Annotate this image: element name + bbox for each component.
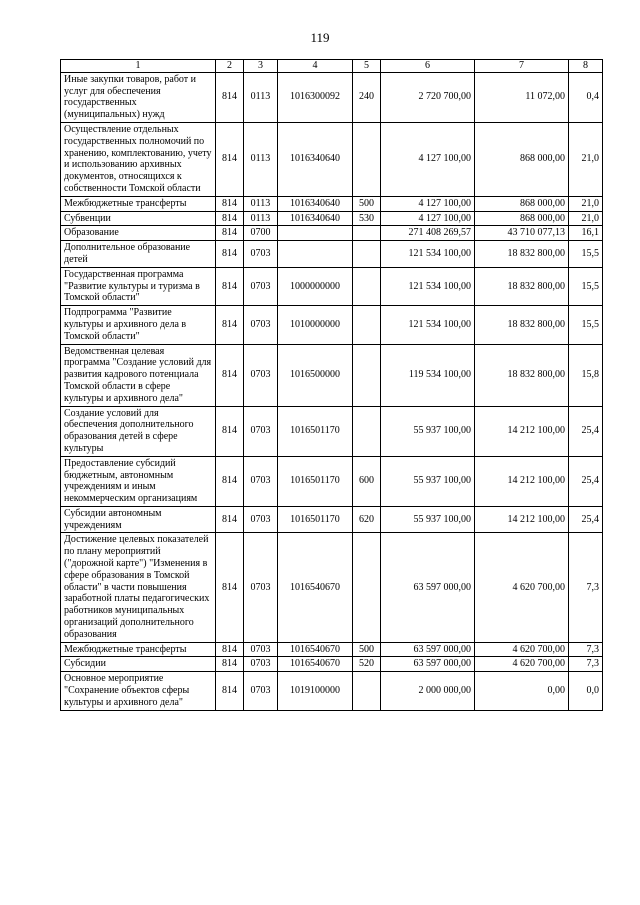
table-row	[61, 241, 603, 268]
target-code-cell: 1016540670	[278, 533, 353, 642]
column-header: 6	[381, 60, 475, 73]
admin-code-cell: 814	[216, 506, 244, 533]
percent-cell: 16,1	[569, 226, 603, 241]
section-code-cell: 0703	[244, 306, 278, 344]
section-code-cell: 0113	[244, 122, 278, 196]
admin-code-cell: 814	[216, 306, 244, 344]
actual-amount-cell: 14 212 100,00	[475, 406, 569, 456]
row-name-cell: Осуществление отдельных государственных полномочий по хранению, комплектованию, учету и использованию архивных документов, относящихся к собственности Томской области	[61, 122, 216, 196]
target-code-cell: 1016500000	[278, 344, 353, 406]
expense-type-cell	[353, 267, 381, 305]
percent-cell: 21,0	[569, 196, 603, 211]
expense-type-cell: 530	[353, 211, 381, 226]
expense-type-cell	[353, 306, 381, 344]
percent-cell: 21,0	[569, 211, 603, 226]
table-row	[61, 642, 603, 657]
actual-amount-cell: 14 212 100,00	[475, 456, 569, 506]
section-code-cell: 0113	[244, 72, 278, 122]
admin-code-cell: 814	[216, 533, 244, 642]
target-code-cell: 1016501170	[278, 506, 353, 533]
target-code-cell: 1016340640	[278, 211, 353, 226]
header-row	[61, 60, 603, 73]
plan-amount-cell: 119 534 100,00	[381, 344, 475, 406]
actual-amount-cell: 18 832 800,00	[475, 344, 569, 406]
plan-amount-cell: 4 127 100,00	[381, 122, 475, 196]
section-code-cell: 0703	[244, 456, 278, 506]
percent-cell: 21,0	[569, 122, 603, 196]
admin-code-cell: 814	[216, 642, 244, 657]
actual-amount-cell: 4 620 700,00	[475, 533, 569, 642]
admin-code-cell: 814	[216, 122, 244, 196]
table-row	[61, 657, 603, 672]
row-name-cell: Создание условий для обеспечения дополнительного образования детей в сфере культуры	[61, 406, 216, 456]
percent-cell: 25,4	[569, 506, 603, 533]
plan-amount-cell: 63 597 000,00	[381, 642, 475, 657]
actual-amount-cell: 868 000,00	[475, 211, 569, 226]
expense-type-cell: 600	[353, 456, 381, 506]
percent-cell: 0,0	[569, 672, 603, 710]
table-row	[61, 506, 603, 533]
expense-type-cell: 520	[353, 657, 381, 672]
actual-amount-cell: 18 832 800,00	[475, 306, 569, 344]
target-code-cell: 1016340640	[278, 122, 353, 196]
percent-cell: 7,3	[569, 657, 603, 672]
table-row	[61, 306, 603, 344]
admin-code-cell: 814	[216, 211, 244, 226]
plan-amount-cell: 121 534 100,00	[381, 241, 475, 268]
actual-amount-cell: 0,00	[475, 672, 569, 710]
row-name-cell: Образование	[61, 226, 216, 241]
percent-cell: 25,4	[569, 456, 603, 506]
admin-code-cell: 814	[216, 344, 244, 406]
expense-type-cell	[353, 406, 381, 456]
target-code-cell: 1016540670	[278, 642, 353, 657]
section-code-cell: 0113	[244, 196, 278, 211]
plan-amount-cell: 55 937 100,00	[381, 456, 475, 506]
expense-type-cell	[353, 533, 381, 642]
target-code-cell: 1019100000	[278, 672, 353, 710]
expense-type-cell: 500	[353, 642, 381, 657]
percent-cell: 15,5	[569, 241, 603, 268]
section-code-cell: 0703	[244, 672, 278, 710]
expense-type-cell	[353, 344, 381, 406]
expense-type-cell: 240	[353, 72, 381, 122]
page-number: 119	[310, 30, 330, 45]
actual-amount-cell: 18 832 800,00	[475, 241, 569, 268]
percent-cell: 7,3	[569, 642, 603, 657]
row-name-cell: Иные закупки товаров, работ и услуг для обеспечения государственных (муниципальных) нужд	[61, 72, 216, 122]
plan-amount-cell: 121 534 100,00	[381, 306, 475, 344]
plan-amount-cell: 4 127 100,00	[381, 211, 475, 226]
column-header: 4	[278, 60, 353, 73]
section-code-cell: 0703	[244, 344, 278, 406]
plan-amount-cell: 63 597 000,00	[381, 533, 475, 642]
target-code-cell	[278, 226, 353, 241]
row-name-cell: Межбюджетные трансферты	[61, 196, 216, 211]
percent-cell: 25,4	[569, 406, 603, 456]
column-header: 3	[244, 60, 278, 73]
plan-amount-cell: 63 597 000,00	[381, 657, 475, 672]
admin-code-cell: 814	[216, 72, 244, 122]
column-header: 1	[61, 60, 216, 73]
row-name-cell: Субсидии	[61, 657, 216, 672]
row-name-cell: Ведомственная целевая программа "Создание условий для развития кадрового потенциала Томской области в сфере культуры и архивного дела"	[61, 344, 216, 406]
column-header: 7	[475, 60, 569, 73]
plan-amount-cell: 4 127 100,00	[381, 196, 475, 211]
table-row	[61, 533, 603, 642]
table-row	[61, 226, 603, 241]
section-code-cell: 0703	[244, 241, 278, 268]
admin-code-cell: 814	[216, 226, 244, 241]
plan-amount-cell: 121 534 100,00	[381, 267, 475, 305]
target-code-cell: 1016540670	[278, 657, 353, 672]
expense-type-cell: 620	[353, 506, 381, 533]
actual-amount-cell: 18 832 800,00	[475, 267, 569, 305]
plan-amount-cell: 55 937 100,00	[381, 506, 475, 533]
table-row	[61, 344, 603, 406]
target-code-cell: 1016501170	[278, 406, 353, 456]
expense-type-cell	[353, 226, 381, 241]
section-code-cell: 0703	[244, 267, 278, 305]
actual-amount-cell: 4 620 700,00	[475, 657, 569, 672]
row-name-cell: Межбюджетные трансферты	[61, 642, 216, 657]
row-name-cell: Достижение целевых показателей по плану мероприятий ("дорожной карте") "Изменения в сфере образования в Томской области" в части повышения заработной платы педагогических работников муниципальных организаций дополнительного образования	[61, 533, 216, 642]
plan-amount-cell: 271 408 269,57	[381, 226, 475, 241]
actual-amount-cell: 43 710 077,13	[475, 226, 569, 241]
target-code-cell: 1016340640	[278, 196, 353, 211]
section-code-cell: 0700	[244, 226, 278, 241]
percent-cell: 15,8	[569, 344, 603, 406]
admin-code-cell: 814	[216, 406, 244, 456]
plan-amount-cell: 2 720 700,00	[381, 72, 475, 122]
column-header: 5	[353, 60, 381, 73]
target-code-cell: 1000000000	[278, 267, 353, 305]
table-row	[61, 122, 603, 196]
table-row	[61, 211, 603, 226]
admin-code-cell: 814	[216, 657, 244, 672]
actual-amount-cell: 11 072,00	[475, 72, 569, 122]
admin-code-cell: 814	[216, 196, 244, 211]
actual-amount-cell: 4 620 700,00	[475, 642, 569, 657]
section-code-cell: 0703	[244, 657, 278, 672]
actual-amount-cell: 868 000,00	[475, 196, 569, 211]
percent-cell: 15,5	[569, 267, 603, 305]
budget-table	[60, 59, 603, 711]
table-row	[61, 456, 603, 506]
percent-cell: 0,4	[569, 72, 603, 122]
admin-code-cell: 814	[216, 672, 244, 710]
expense-type-cell	[353, 672, 381, 710]
target-code-cell	[278, 241, 353, 268]
section-code-cell: 0703	[244, 406, 278, 456]
table-row	[61, 406, 603, 456]
column-header: 2	[216, 60, 244, 73]
target-code-cell: 1016501170	[278, 456, 353, 506]
admin-code-cell: 814	[216, 456, 244, 506]
expense-type-cell	[353, 241, 381, 268]
plan-amount-cell: 2 000 000,00	[381, 672, 475, 710]
table-row	[61, 196, 603, 211]
row-name-cell: Дополнительное образование детей	[61, 241, 216, 268]
percent-cell: 15,5	[569, 306, 603, 344]
row-name-cell: Субсидии автономным учреждениям	[61, 506, 216, 533]
expense-type-cell	[353, 122, 381, 196]
target-code-cell: 1010000000	[278, 306, 353, 344]
section-code-cell: 0703	[244, 533, 278, 642]
table-row	[61, 72, 603, 122]
column-header: 8	[569, 60, 603, 73]
actual-amount-cell: 14 212 100,00	[475, 506, 569, 533]
row-name-cell: Основное мероприятие "Сохранение объектов сферы культуры и архивного дела"	[61, 672, 216, 710]
row-name-cell: Субвенции	[61, 211, 216, 226]
table-row	[61, 672, 603, 710]
section-code-cell: 0703	[244, 642, 278, 657]
section-code-cell: 0703	[244, 506, 278, 533]
row-name-cell: Государственная программа "Развитие культуры и туризма в Томской области"	[61, 267, 216, 305]
row-name-cell: Предоставление субсидий бюджетным, автономным учреждениям и иным некоммерческим организациям	[61, 456, 216, 506]
section-code-cell: 0113	[244, 211, 278, 226]
percent-cell: 7,3	[569, 533, 603, 642]
table-row	[61, 267, 603, 305]
plan-amount-cell: 55 937 100,00	[381, 406, 475, 456]
expense-type-cell: 500	[353, 196, 381, 211]
row-name-cell: Подпрограмма "Развитие культуры и архивного дела в Томской области"	[61, 306, 216, 344]
admin-code-cell: 814	[216, 241, 244, 268]
actual-amount-cell: 868 000,00	[475, 122, 569, 196]
admin-code-cell: 814	[216, 267, 244, 305]
target-code-cell: 1016300092	[278, 72, 353, 122]
